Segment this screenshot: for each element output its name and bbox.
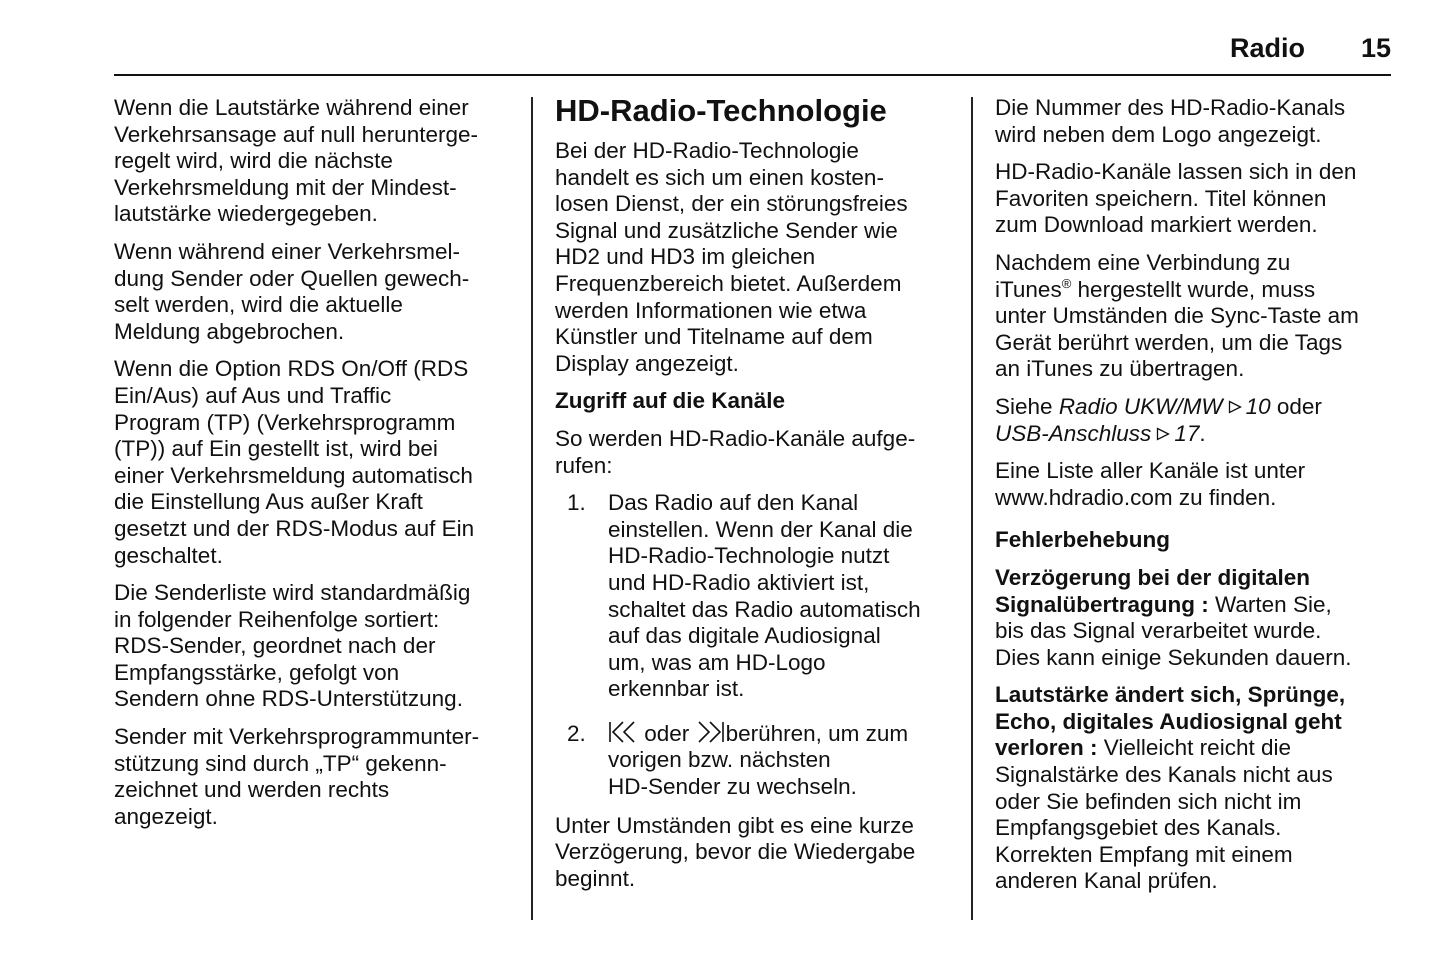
column-right bbox=[995, 95, 1395, 906]
paragraph: Unter Umständen gibt es eine kurze Verzögerung, bevor die Wiedergabe beginnt. bbox=[555, 812, 916, 891]
paragraph: HD-Radio-Kanäle lassen sich in den Favoriten speichern. Titel können zum Download markiert werden. bbox=[995, 159, 1357, 238]
page-reference-arrow-icon bbox=[1228, 400, 1242, 414]
section-heading: HD-Radio-Technologie bbox=[555, 93, 887, 128]
column-divider-1 bbox=[531, 97, 533, 920]
column-left bbox=[114, 95, 514, 841]
list-number: 2. bbox=[567, 720, 586, 746]
subheading: Fehlerbehebung bbox=[995, 527, 1171, 553]
paragraph: Bei der HD-Radio-Technologie handelt es sich um einen kosten- losen Dienst, der ein störungsfreies Signal und zusätzliche Sender wie HD2 und HD3 im gleichen Frequenzbereich bietet. Außerdem werden Informationen wie etwa Künstler und Titelname auf dem Display angezeigt. bbox=[555, 138, 908, 376]
reference-page[interactable]: 17 bbox=[1174, 420, 1200, 446]
cross-reference: Siehe Radio UKW/MW 10 oder USB-Anschluss 17. bbox=[995, 393, 1322, 446]
paragraph: Wenn die Lautstärke während einer Verkehrsansage auf null herunterge- regelt wird, wird die nächste Verkehrsmeldung mit der Mindest- lautstärke wiedergegeben. bbox=[114, 95, 478, 227]
section-title: Radio bbox=[1229, 33, 1305, 63]
list-item: 1. Das Radio auf den Kanal einstellen. Wenn der Kanal die HD-Radio-Technologie nutzt und HD-Radio aktiviert ist, schaltet das Radio automatisch auf das digitale Audiosignal um, was am HD-Logo erkennbar ist. bbox=[567, 490, 921, 702]
paragraph: Die Nummer des HD-Radio-Kanals wird neben dem Logo angezeigt. bbox=[995, 95, 1346, 147]
list-item: 2. oder berühren, um zum vorigen bzw. nächsten HD-Sender zu wechseln. bbox=[567, 720, 909, 800]
page-number: 15 bbox=[1360, 33, 1391, 63]
list-number: 1. bbox=[567, 490, 586, 516]
troubleshooting-item: Verzögerung bei der digitalen Signalübertragung : Warten Sie, bis das Signal verarbeitet wurde. Dies kann einige Sekunden dauern. bbox=[995, 564, 1352, 670]
paragraph: So werden HD-Radio-Kanäle aufge- rufen: bbox=[555, 425, 916, 478]
skip-back-icon bbox=[608, 721, 638, 743]
paragraph: Wenn während einer Verkehrsmel- dung Sender oder Quellen gewech- selt werden, wird die aktuelle Meldung abgebrochen. bbox=[114, 238, 470, 344]
page-reference-arrow-icon bbox=[1156, 427, 1170, 441]
header-divider bbox=[114, 74, 1391, 76]
paragraph: Eine Liste aller Kanäle ist unter www.hdradio.com zu finden. bbox=[995, 458, 1306, 510]
paragraph: Wenn die Option RDS On/Off (RDS Ein/Aus) auf Aus und Traffic Program (TP) (Verkehrsprogramm (TP)) auf Ein gestellt ist, wird bei einer Verkehrsmeldung automatisch die Einstellung Aus außer Kraft gesetzt und der RDS-Modus auf Ein geschaltet. bbox=[114, 356, 475, 568]
numbered-list bbox=[555, 490, 955, 801]
column-divider-2 bbox=[971, 97, 973, 920]
column-middle bbox=[555, 95, 955, 903]
troubleshooting-item: Lautstärke ändert sich, Sprünge, Echo, digitales Audiosignal geht verloren : Vielleicht reicht die Signalstärke des Kanals nicht aus oder Sie befinden sich nicht im Empfangsgebiet des Kanals. Korrekten Empfang mit einem anderen Kanal prüfen. bbox=[995, 682, 1346, 894]
reference-page[interactable]: 10 bbox=[1245, 393, 1271, 419]
paragraph: Die Senderliste wird standardmäßig in folgender Reihenfolge sortiert: RDS-Sender, geordnet nach der Empfangsstärke, gefolgt von Sendern ohne RDS-Unterstützung. bbox=[114, 580, 471, 712]
page-header bbox=[114, 28, 1391, 72]
subheading: Zugriff auf die Kanäle bbox=[555, 388, 786, 414]
paragraph: Nachdem eine Verbindung zu iTunes® hergestellt wurde, muss unter Umständen die Sync-Taste am Gerät berührt werden, um die Tags an iTunes zu übertragen. bbox=[995, 249, 1359, 382]
reference-link[interactable]: USB-Anschluss bbox=[995, 420, 1152, 446]
paragraph: Sender mit Verkehrsprogrammunter- stützung sind durch „TP“ gekenn- zeichnet und werden rechts angezeigt. bbox=[114, 724, 480, 829]
skip-forward-icon bbox=[696, 721, 726, 743]
registered-mark: ® bbox=[1061, 275, 1072, 291]
reference-link[interactable]: Radio UKW/MW bbox=[1058, 393, 1223, 419]
